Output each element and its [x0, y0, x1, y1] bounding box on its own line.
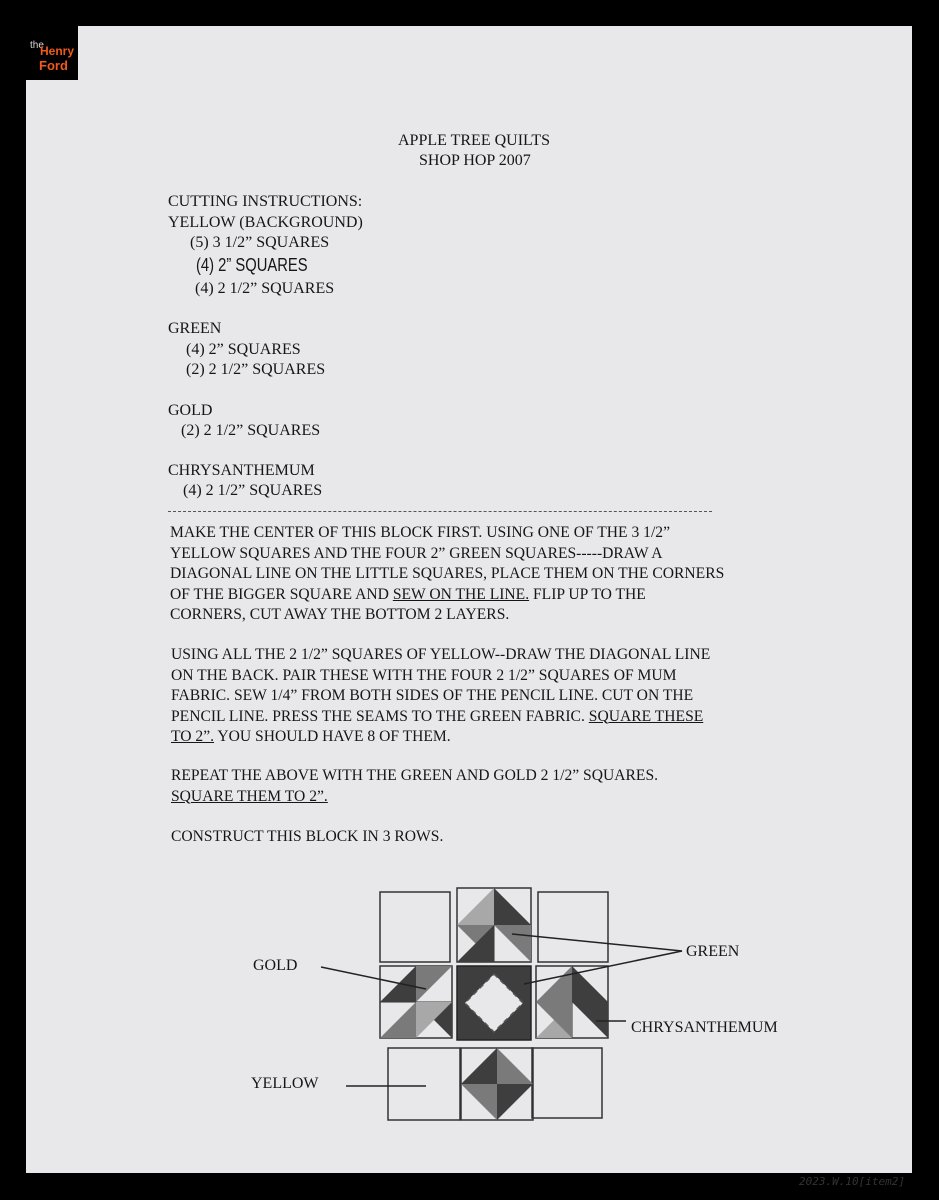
yellow-item: (5) 3 1/2” SQUARES: [190, 234, 330, 251]
center-square-in-square: [457, 966, 531, 1040]
yellow-title: YELLOW (BACKGROUND): [168, 214, 363, 231]
green-leader-line: [524, 951, 682, 984]
header-title: APPLE TREE QUILTS: [398, 132, 551, 149]
mum-title: CHRYSANTHEMUM: [168, 462, 315, 479]
green-title: GREEN: [168, 320, 222, 337]
document-page: [26, 26, 912, 1188]
yellow-item: (4) 2” SQUARES: [196, 255, 308, 275]
cutting-title: CUTTING INSTRUCTIONS:: [168, 193, 363, 210]
label-yellow: YELLOW: [251, 1075, 319, 1092]
instructions-paragraph-3: REPEAT THE ABOVE WITH THE GREEN AND GOLD 2 1/2” SQUARES. SQUARE THEM TO 2”.: [171, 767, 659, 805]
gold-item: (2) 2 1/2” SQUARES: [181, 422, 321, 439]
instructions-paragraph-4: CONSTRUCT THIS BLOCK IN 3 ROWS.: [171, 828, 444, 845]
yellow-corner-square: [538, 892, 608, 962]
mum-item: (4) 2 1/2” SQUARES: [183, 482, 323, 499]
yellow-corner-square: [388, 1048, 460, 1120]
yellow-item: (4) 2 1/2” SQUARES: [195, 280, 335, 297]
yellow-corner-square: [532, 1048, 602, 1118]
label-chrysanthemum: CHRYSANTHEMUM: [631, 1019, 778, 1036]
accession-number: 2023.W.10[item2]: [799, 1175, 905, 1188]
label-gold: GOLD: [253, 957, 298, 974]
quilt-block-diagram: [26, 26, 912, 1173]
label-green: GREEN: [686, 943, 740, 960]
green-item: (2) 2 1/2” SQUARES: [186, 361, 326, 378]
header-subtitle: SHOP HOP 2007: [419, 152, 531, 169]
green-item: (4) 2” SQUARES: [186, 341, 301, 358]
right-star-point-unit: [536, 966, 608, 1038]
left-star-point-unit: [380, 966, 452, 1038]
top-star-point-unit: [457, 888, 531, 962]
instructions-paragraph-2: USING ALL THE 2 1/2” SQUARES OF YELLOW--DRAW THE DIAGONAL LINE ON THE BACK. PAIR THESE WITH THE FOUR 2 1/2” SQUARES OF MUM FABRIC. SEW 1/4” FROM BOTH SIDES OF THE PENCIL LINE. CUT ON THE PENCIL LINE. PRESS THE SEAMS TO THE GREEN FABRIC. SQUARE THESE TO 2”. YOU SHOULD HAVE 8 OF THEM.: [171, 646, 711, 745]
gold-title: GOLD: [168, 402, 213, 419]
bottom-star-point-unit: [461, 1048, 533, 1120]
henry-ford-logo: the Henry Ford: [26, 26, 78, 80]
instructions-paragraph-1: MAKE THE CENTER OF THIS BLOCK FIRST. USING ONE OF THE 3 1/2” YELLOW SQUARES AND THE FOUR 2” GREEN SQUARES-----DRAW A DIAGONAL LINE ON THE LITTLE SQUARES, PLACE THEM ON THE CORNERS OF THE BIGGER SQUARE AND SEW ON THE LINE. FLIP UP TO THE CORNERS, CUT AWAY THE BOTTOM 2 LAYERS.: [170, 524, 725, 623]
yellow-corner-square: [380, 892, 450, 962]
